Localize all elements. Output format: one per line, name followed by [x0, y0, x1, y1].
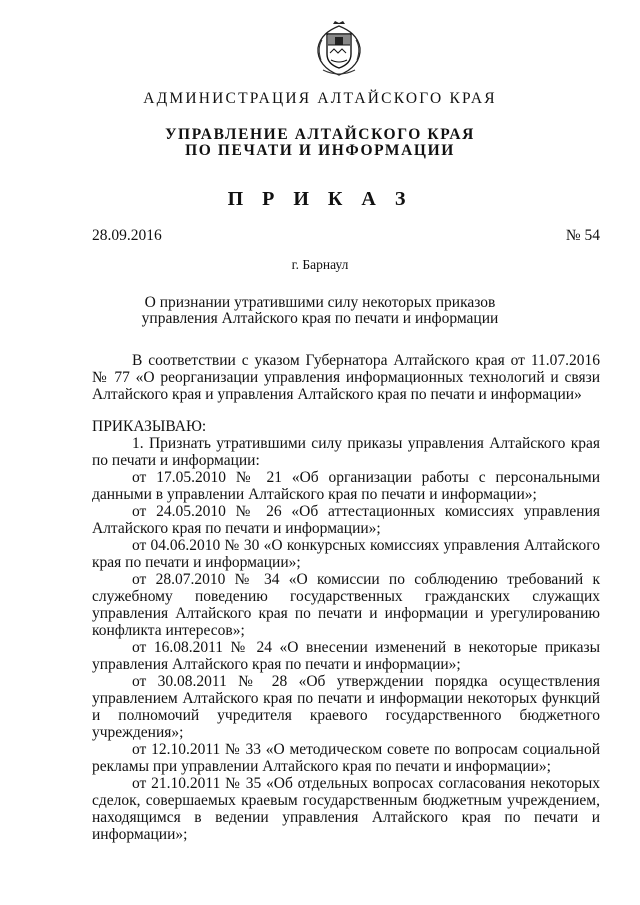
order-list-item: от 17.05.2010 № 21 «Об организации работы с персональными данными в управлении Алтайского края по печати и информации»;: [92, 469, 600, 503]
item1-intro: 1. Признать утратившими силу приказы управления Алтайского края по печати и информации:: [92, 435, 600, 469]
order-list-item: от 30.08.2011 № 28 «Об утверждении порядка осуществления управлением Алтайского края по печати и информации некоторых функций и полномочий учредителя краевого государственного бюджетного учреждения»;: [92, 673, 600, 741]
order-list-item: от 16.08.2011 № 24 «О внесении изменений в некоторые приказы управления Алтайского края по печати и информации»;: [92, 639, 600, 673]
department-title-line2: ПО ПЕЧАТИ И ИНФОРМАЦИИ: [185, 142, 455, 159]
document-body: [92, 352, 600, 843]
city-name: г. Барнаул: [291, 257, 349, 272]
order-number: № 54: [565, 227, 600, 244]
subject-line1: О признании утратившими силу некоторых приказов: [144, 294, 496, 311]
administration-title: АДМИНИСТРАЦИЯ АЛТАЙСКОГО КРАЯ: [143, 90, 497, 107]
order-list-item: от 28.07.2010 № 34 «О комиссии по соблюдению требований к служебному поведению государственных гражданских служащих управления Алтайского края по печати и информации и урегулированию конфликта интересов»;: [92, 571, 600, 639]
order-list-item: от 04.06.2010 № 30 «О конкурсных комиссиях управления Алтайского края по печати и информации»;: [92, 537, 600, 571]
preamble-paragraph: В соответствии с указом Губернатора Алтайского края от 11.07.2016 № 77 «О реорганизации управления информационных технологий и связи Алтайского края и управления Алтайского края по печати и информации»: [92, 352, 600, 403]
order-date: 28.09.2016: [92, 227, 162, 244]
order-list-item: от 12.10.2011 № 33 «О методическом совете по вопросам социальной рекламы при управлении Алтайского края по печати и информации»;: [92, 741, 600, 775]
subject-line2: управления Алтайского края по печати и информации: [141, 310, 499, 327]
order-word: ПРИКАЗЫВАЮ:: [92, 418, 207, 435]
document-type-title: П Р И К А З: [227, 188, 413, 210]
order-list-item: от 21.10.2011 № 35 «Об отдельных вопросах согласования некоторых сделок, совершаемых краевым государственным бюджетным учреждением, находящимся в ведении управления Алтайского края по печати и информации»;: [92, 775, 600, 843]
order-list-item: от 24.05.2010 № 26 «Об аттестационных комиссиях управления Алтайского края по печати и информации»;: [92, 503, 600, 537]
coat-of-arms-emblem: [313, 20, 365, 78]
department-title-line1: УПРАВЛЕНИЕ АЛТАЙСКОГО КРАЯ: [165, 126, 475, 143]
